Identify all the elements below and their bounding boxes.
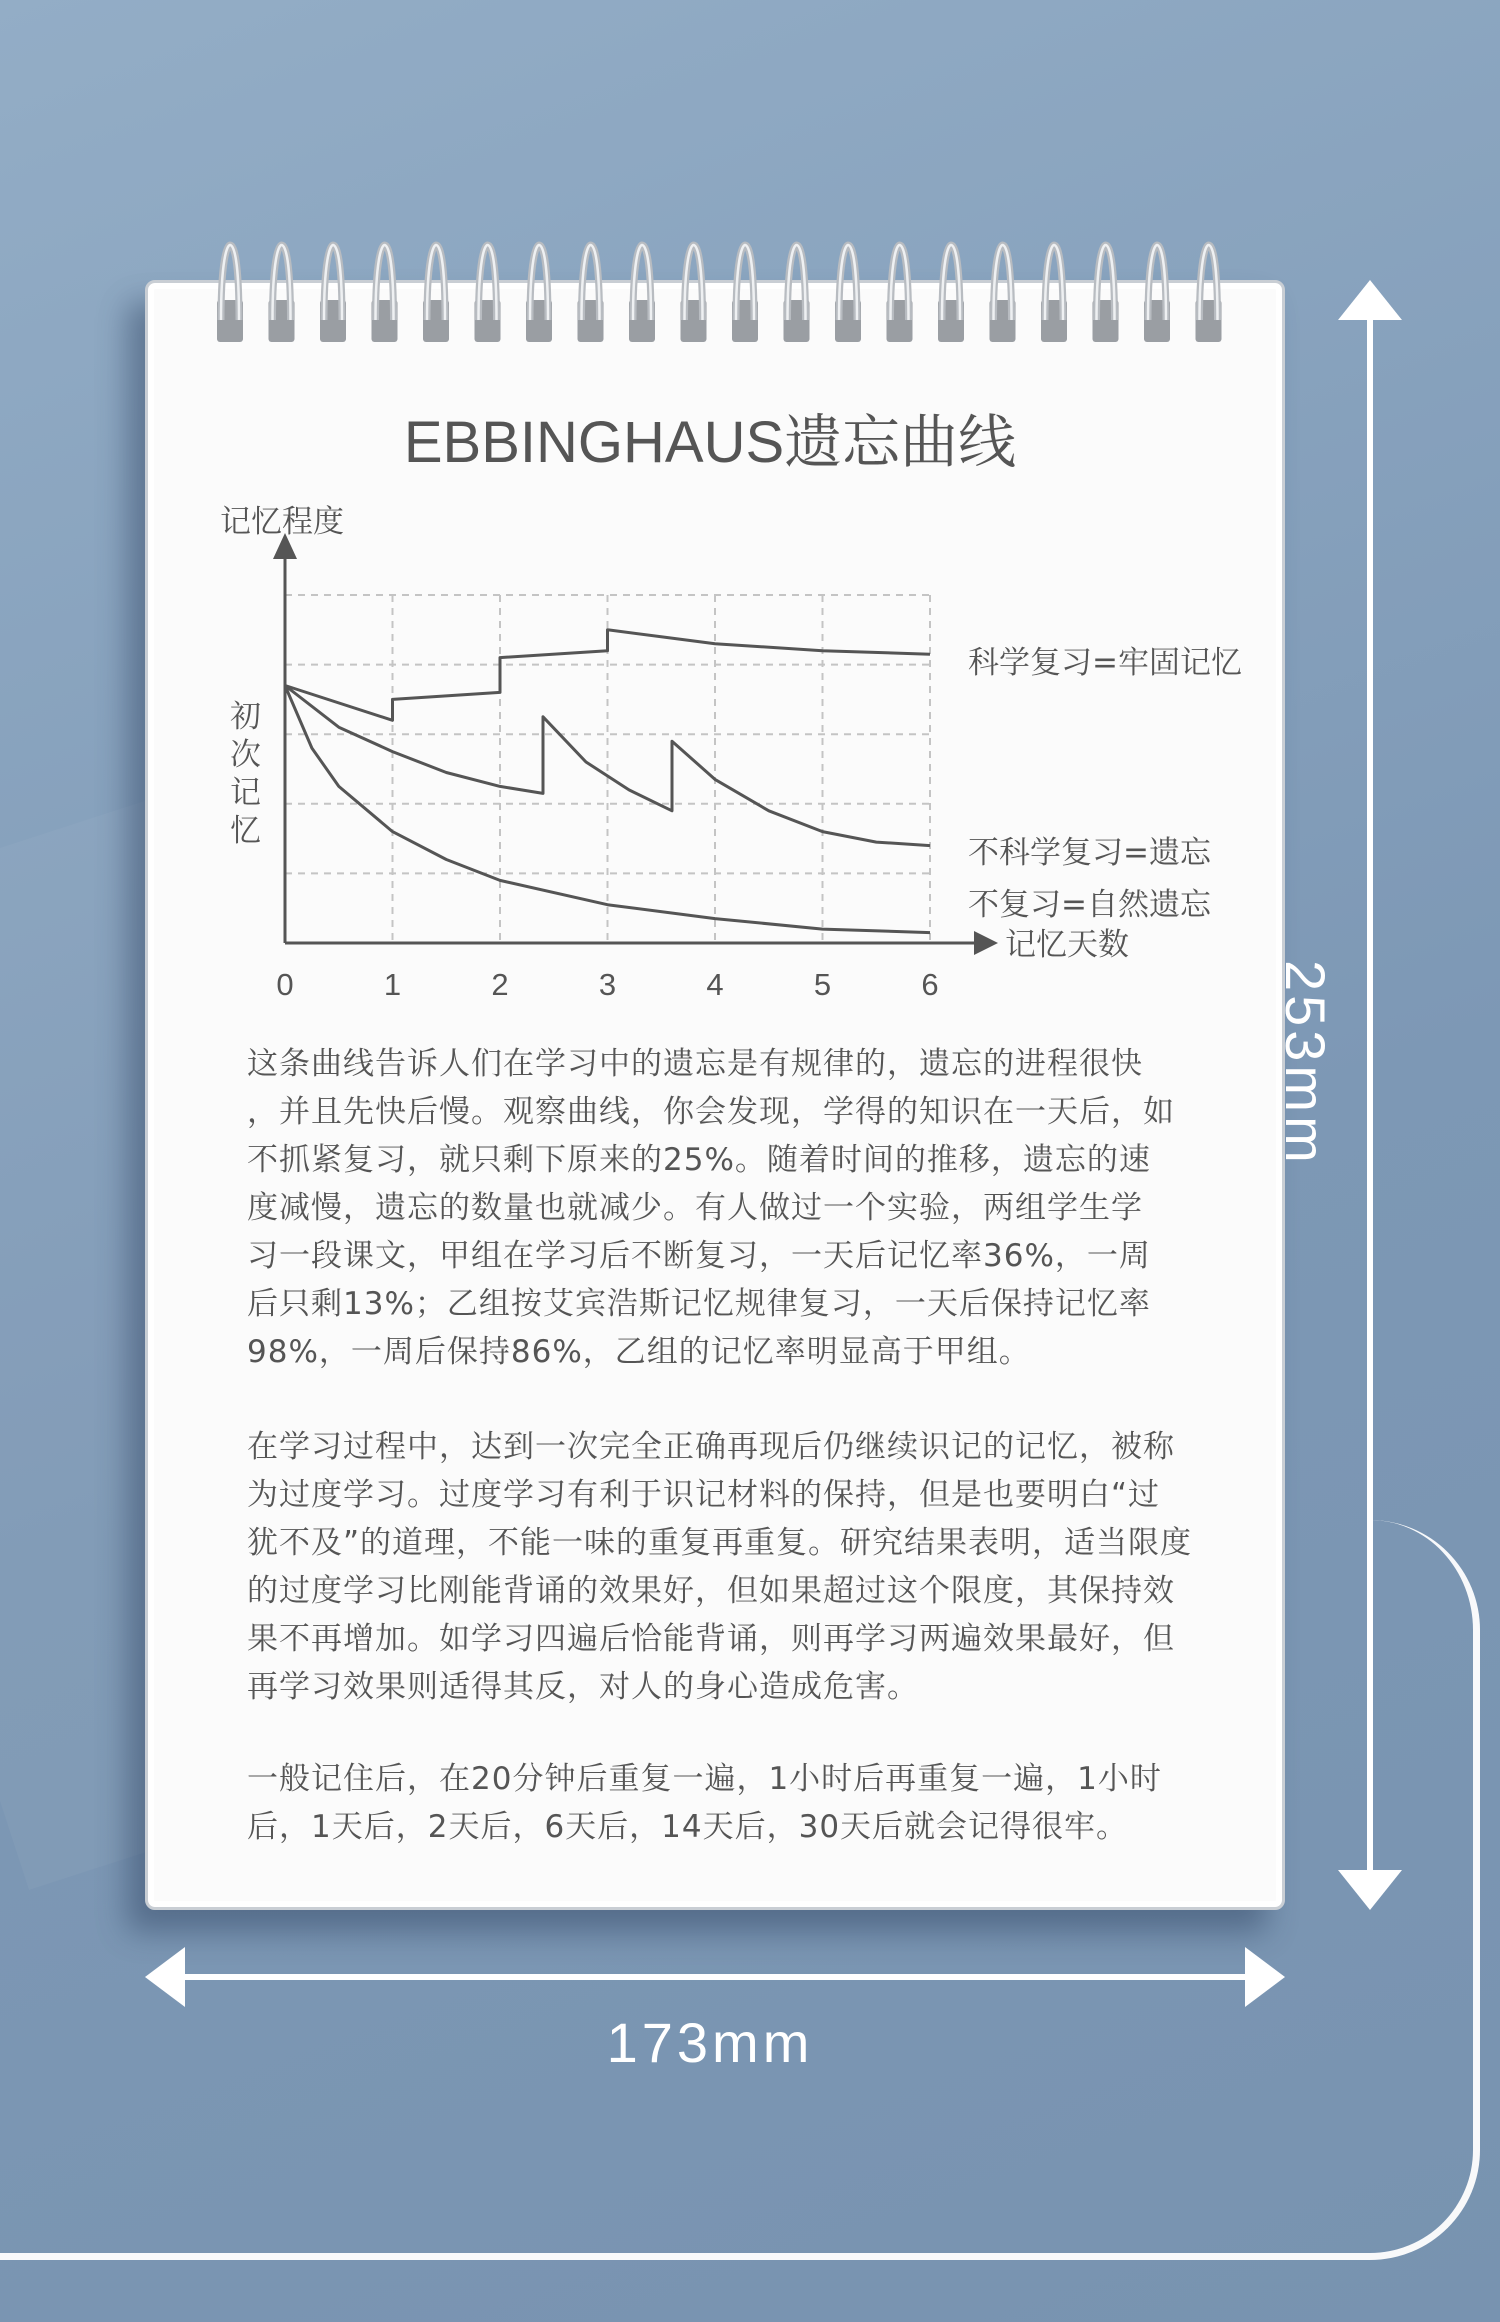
paragraph-line: 度减慢，遗忘的数量也就减少。有人做过一个实验，两组学生学 bbox=[247, 1190, 1143, 1226]
x-tick-label: 3 bbox=[598, 967, 617, 1002]
x-tick-label: 6 bbox=[921, 967, 939, 1002]
series-label: 不科学复习=遗忘 bbox=[968, 835, 1211, 871]
x-tick-label: 4 bbox=[706, 967, 724, 1002]
height-dimension-arrow bbox=[1330, 280, 1410, 1910]
chart-title: EBBINGHAUS遗忘曲线 bbox=[403, 410, 1017, 475]
paragraph-line: 犹不及”的道理，不能一味的重复再重复。研究结果表明，适当限度 bbox=[247, 1525, 1193, 1561]
initial-memory-label-char: 初 bbox=[230, 699, 261, 735]
x-tick-label: 2 bbox=[491, 967, 509, 1002]
width-dimension-arrow bbox=[145, 1942, 1285, 2012]
paragraph-line: 的过度学习比刚能背诵的效果好，但如果超过这个限度，其保持效 bbox=[247, 1573, 1175, 1609]
x-tick-label: 5 bbox=[813, 967, 832, 1002]
paragraph-line: 为过度学习。过度学习有利于识记材料的保持，但是也要明白“过 bbox=[247, 1477, 1161, 1513]
height-label: 253mm bbox=[1274, 960, 1337, 1167]
width-label: 173mm bbox=[606, 2011, 814, 2074]
x-axis-arrow bbox=[974, 931, 998, 955]
paragraph-line: 再学习效果则适得其反，对人的身心造成危害。 bbox=[247, 1669, 919, 1705]
x-axis-label: 记忆天数 bbox=[1005, 927, 1129, 963]
paragraph-line: 习一段课文，甲组在学习后不断复习，一天后记忆率36%，一周 bbox=[247, 1238, 1151, 1274]
paragraph-line: 一般记住后，在20分钟后重复一遍，1小时后再重复一遍，1小时 bbox=[247, 1761, 1162, 1797]
paragraph-line: ，并且先快后慢。观察曲线，你会发现，学得的知识在一天后，如 bbox=[247, 1094, 1175, 1130]
paragraph-line: 后，1天后，2天后，6天后，14天后，30天后就会记得很牢。 bbox=[247, 1809, 1129, 1845]
x-tick-label: 1 bbox=[383, 967, 402, 1002]
paragraph-line: 在学习过程中，达到一次完全正确再现后仍继续识记的记忆，被称 bbox=[247, 1429, 1175, 1465]
paragraph-line: 这条曲线告诉人们在学习中的遗忘是有规律的，遗忘的进程很快 bbox=[247, 1046, 1143, 1082]
initial-memory-label-char: 记 bbox=[230, 775, 261, 811]
paragraph bbox=[247, 1423, 1207, 1711]
y-axis-label: 记忆程度 bbox=[220, 504, 344, 540]
paragraph-line: 果不再增加。如学习四遍后恰能背诵，则再学习两遍效果最好，但 bbox=[247, 1621, 1175, 1657]
paragraph bbox=[247, 1040, 1207, 1376]
initial-memory-label-char: 次 bbox=[230, 737, 261, 773]
series-label: 科学复习=牢固记忆 bbox=[968, 645, 1242, 681]
initial-memory-label-char: 忆 bbox=[230, 813, 261, 849]
paragraph-line: 不抓紧复习，就只剩下原来的25%。随着时间的推移，遗忘的速 bbox=[247, 1142, 1151, 1178]
paragraph-line: 后只剩13%；乙组按艾宾浩斯记忆规律复习，一天后保持记忆率 bbox=[247, 1286, 1151, 1322]
paragraph-line: 98%，一周后保持86%，乙组的记忆率明显高于甲组。 bbox=[247, 1334, 1031, 1370]
x-tick-label: 0 bbox=[276, 967, 294, 1002]
paragraph bbox=[247, 1755, 1207, 1851]
series-label: 不复习=自然遗忘 bbox=[968, 887, 1211, 923]
